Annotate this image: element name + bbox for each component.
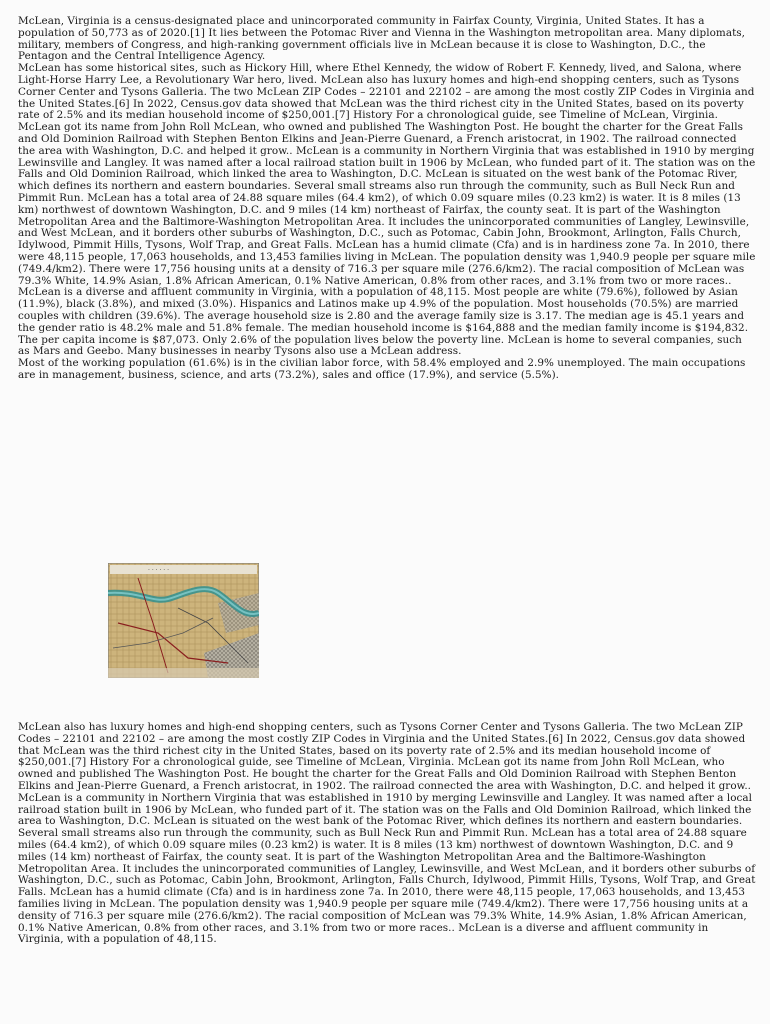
map-image bbox=[108, 563, 259, 678]
paragraph-history: McLean has some historical sites, such as Hickory Hill, where Ethel Kennedy, the widow of Robert F. Kennedy, lived, and Salona, where Light-Horse Harry Lee, a Revolutionary War hero, lived. McLean also has luxury homes and high-end shopping centers, such as Tysons Corner Center and Tysons Galleria. The two McLean ZIP Codes – 22101 and 22102 – are among the most costly ZIP Codes in Virginia and the United States.[6] In 2022, Census.gov data showed that McLean was the third richest city in the United States, based on its poverty rate of 2.5% and its median household income of $250,001.[7] History For a chronological guide, see Timeline of McLean, Virginia. McLean got its name from John Roll McLean, who owned and published The Washington Post. He bought the charter for the Great Falls and Old Dominion Railroad with Stephen Benton Elkins and Jean-Pierre Guenard, a French aristocrat, in 1902. The railroad connected the area with Washington, D.C. and helped it grow.. McLean is a community in Northern Virginia that was established in 1910 by merging Lewinsville and Langley. It was named after a local railroad station built in 1906 by McLean, who funded part of it. The station was on the Falls and Old Dominion Railroad, which linked the area to Washington, D.C. McLean is situated on the west bank of the Potomac River, which defines its northern and eastern boundaries. Several small streams also run through the community, such as Bull Neck Run and Pimmit Run. McLean has a total area of 24.88 square miles (64.4 km2), of which 0.09 square miles (0.23 km2) is water. It is 8 miles (13 km) northwest of downtown Washington, D.C. and 9 miles (14 km) northeast of Fairfax, the county seat. It is part of the Washington Metropolitan Area and the Baltimore-Washington Metropolitan Area. It includes the unincorporated communities of Langley, Lewinsville, and West McLean, and it borders other suburbs of Washington, D.C., such as Potomac, Cabin John, Brookmont, Arlington, Falls Church, Idylwood, Pimmit Hills, Tysons, Wolf Trap, and Great Falls. McLean has a humid climate (Cfa) and is in hardiness zone 7a. In 2010, there were 48,115 people, 17,063 households, and 13,453 families living in McLean. The population density was 1,940.9 people per square mile (749.4/km2). There were 17,756 housing units at a density of 716.3 per square mile (276.6/km2). The racial composition of McLean was 79.3% White, 14.9% Asian, 1.8% African American, 0.1% Native American, 0.8% from other races, and 3.1% from two or more races.. McLean is a diverse and affluent community in Virginia, with a population of 48,115. Most people are white (79.6%), followed by Asian (11.9%), black (3.8%), and mixed (3.0%). Hispanics and Latinos make up 4.9% of the population. Most households (70.5%) are married couples with children (39.6%). The average household size is 2.80 and the average family size is 3.17. The median age is 45.1 years and the gender ratio is 48.2% male and 51.8% female. The median household income is $164,888 and the median family income is $194,832. The per capita income is $87,073. Only 2.6% of the population lives below the poverty line. McLean is home to several companies, such as Mars and Geebo. Many businesses in nearby Tysons also use a McLean address. bbox=[18, 62, 756, 358]
paragraph-labor: Most of the working population (61.6%) is in the civilian labor force, with 58.4% employed and 2.9% unemployed. The main occupations are in management, business, science, and arts (73.2%), sales and office (17.9%), and service (5.5%). bbox=[18, 357, 746, 381]
paragraph-intro: McLean, Virginia is a census-designated place and unincorporated community in Fairfax County, Virginia, United States. It has a population of 50,773 as of 2020.[1] It lies between the Potomac River and Vienna in the Washington metropolitan area. Many diplomats, military, members of Congress, and high-ranking government officials live in McLean because it is close to Washington, D.C., the Pentagon and the Central Intelligence Agency. bbox=[18, 15, 746, 63]
bottom-text-block bbox=[18, 722, 756, 946]
svg-text:· · · · · ·: · · · · · · bbox=[148, 567, 169, 574]
paragraph-bottom: McLean also has luxury homes and high-end shopping centers, such as Tysons Corner Center and Tysons Galleria. The two McLean ZIP Codes – 22101 and 22102 – are among the most costly ZIP Codes in Virginia and the United States.[6] In 2022, Census.gov data showed that McLean was the third richest city in the United States, based on its poverty rate of 2.5% and its median household income of $250,001.[7] History For a chronological guide, see Timeline of McLean, Virginia. McLean got its name from John Roll McLean, who owned and published The Washington Post. He bought the charter for the Great Falls and Old Dominion Railroad with Stephen Benton Elkins and Jean-Pierre Guenard, a French aristocrat, in 1902. The railroad connected the area with Washington, D.C. and helped it grow.. McLean is a community in Northern Virginia that was established in 1910 by merging Lewinsville and Langley. It was named after a local railroad station built in 1906 by McLean, who funded part of it. The station was on the Falls and Old Dominion Railroad, which linked the area to Washington, D.C. McLean is situated on the west bank of the Potomac River, which defines its northern and eastern boundaries. Several small streams also run through the community, such as Bull Neck Run and Pimmit Run. McLean has a total area of 24.88 square miles (64.4 km2), of which 0.09 square miles (0.23 km2) is water. It is 8 miles (13 km) northwest of downtown Washington, D.C. and 9 miles (14 km) northeast of Fairfax, the county seat. It is part of the Washington Metropolitan Area and the Baltimore-Washington Metropolitan Area. It includes the unincorporated communities of Langley, Lewinsville, and West McLean, and it borders other suburbs of Washington, D.C., such as Potomac, Cabin John, Brookmont, Arlington, Falls Church, Idylwood, Pimmit Hills, Tysons, Wolf Trap, and Great Falls. McLean has a humid climate (Cfa) and is in hardiness zone 7a. In 2010, there were 48,115 people, 17,063 households, and 13,453 families living in McLean. The population density was 1,940.9 people per square mile (749.4/km2). There were 17,756 housing units at a density of 716.3 per square mile (276.6/km2). The racial composition of McLean was 79.3% White, 14.9% Asian, 1.8% African American, 0.1% Native American, 0.8% from other races, and 3.1% from two or more races.. McLean is a diverse and affluent community in Virginia, with a population of 48,115. bbox=[18, 721, 756, 946]
top-text-block bbox=[18, 16, 756, 382]
map-icon bbox=[108, 563, 259, 678]
